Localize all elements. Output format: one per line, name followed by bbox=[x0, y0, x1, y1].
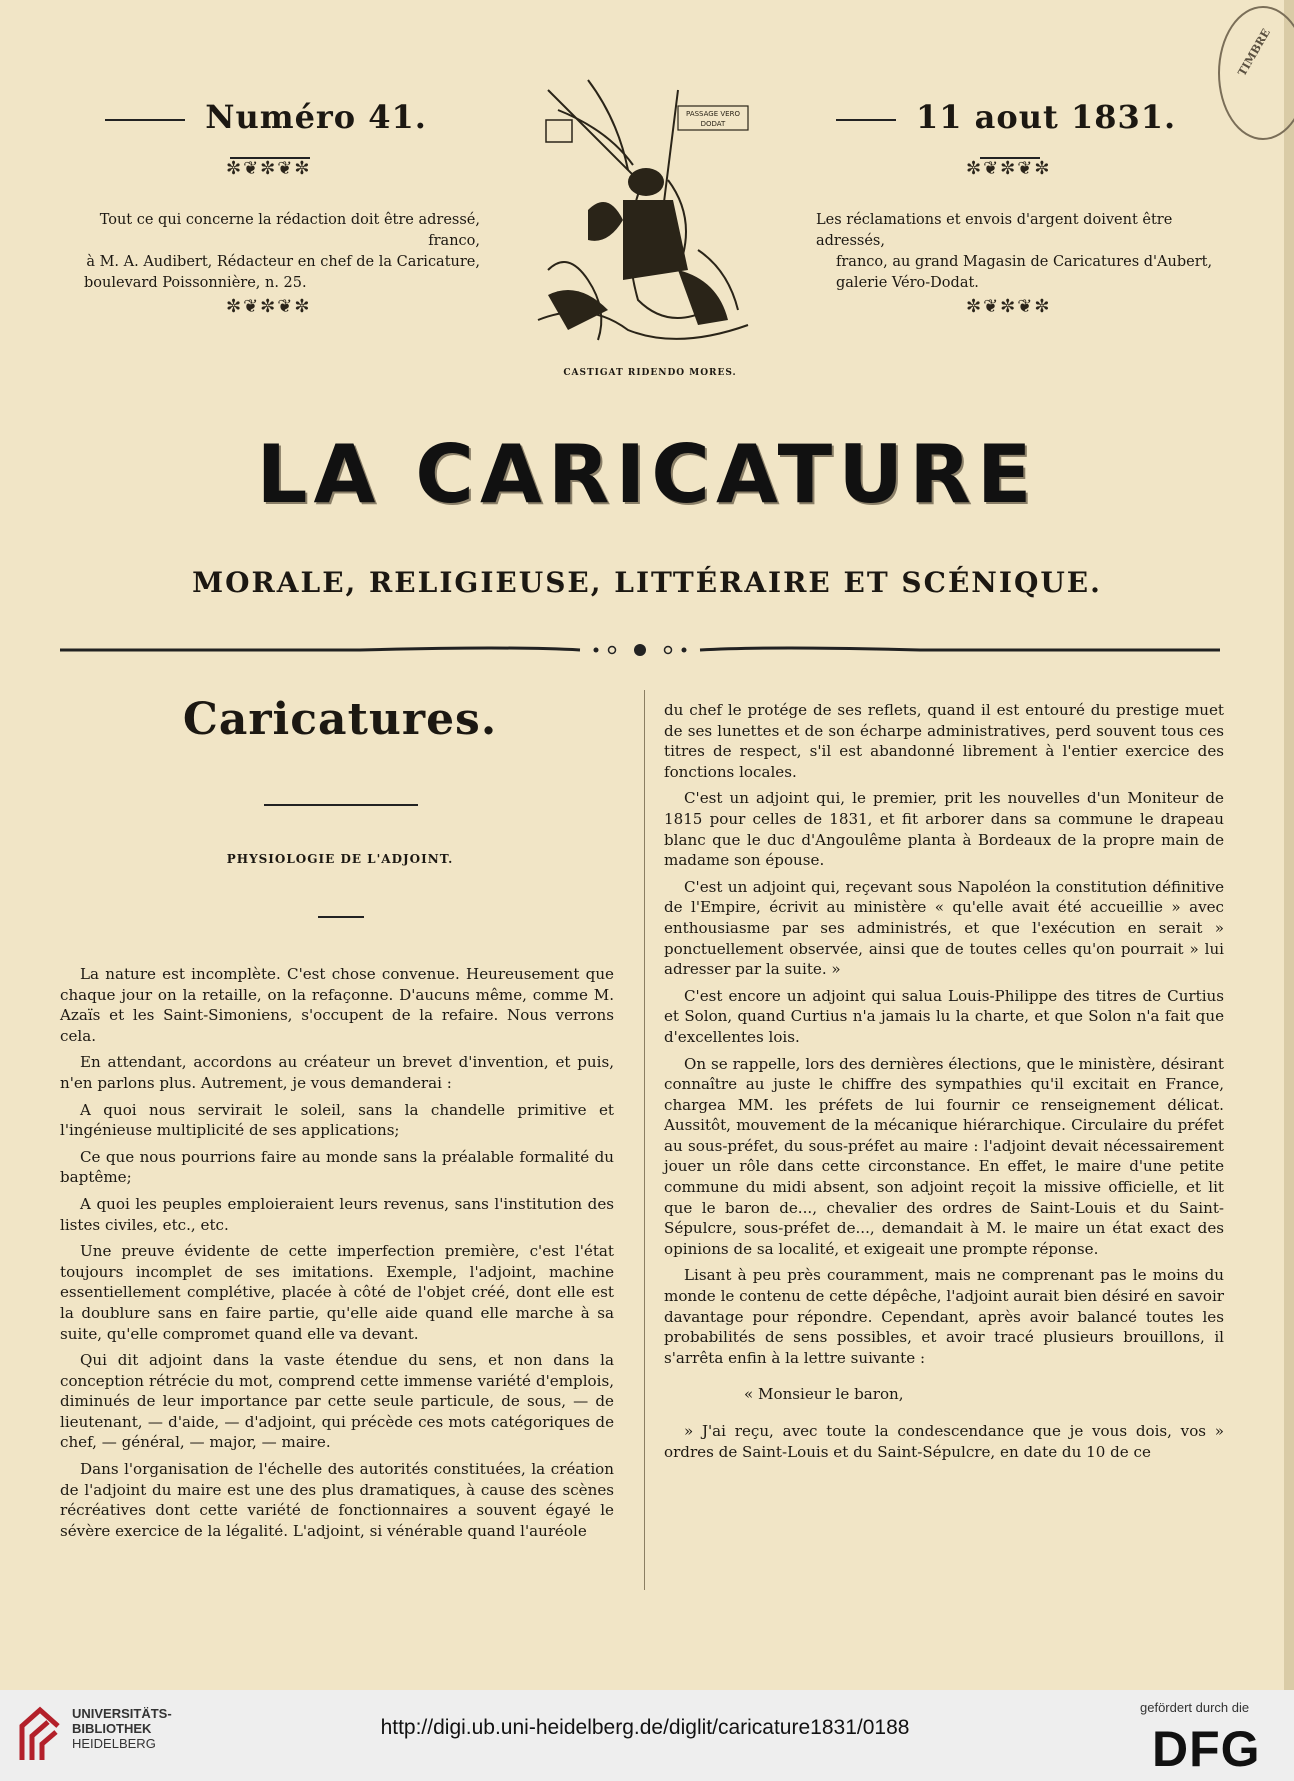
vignette-stroke bbox=[548, 90, 638, 180]
sign-line-2: DODAT bbox=[700, 120, 726, 128]
vignette-shadow bbox=[548, 290, 608, 330]
heading-rule bbox=[264, 804, 418, 806]
masthead-subtitle: MORALE, RELIGIEUSE, LITTÉRAIRE ET SCÉNIQUE. bbox=[192, 566, 1102, 599]
notice-line: galerie Véro-Dodat. bbox=[836, 275, 979, 291]
rule-left bbox=[836, 119, 896, 121]
separator-left bbox=[60, 648, 580, 650]
notice-line: Tout ce qui concerne la rédaction doit être adressé, franco, bbox=[99, 212, 480, 249]
vignette-stroke bbox=[588, 80, 628, 170]
paragraph: C'est un adjoint qui, reçevant sous Napoléon la constitution définitive de l'Empire, écrivit au ministère « qu'elle avait été accueillie » avec enthousiasme par ses administrés, et que l'exécution en serait » ponctuellement observée, ainsi que de toutes celles qu'on pourrait » lui adresser par la suite. » bbox=[664, 877, 1224, 979]
vignette-shadow bbox=[588, 202, 623, 241]
masthead-title: LA CARICATURE bbox=[256, 428, 1038, 521]
paragraph: On se rappelle, lors des dernières élections, que le ministère, désirant connaître au juste le chiffre des sympathies qu'il excitait en France, chargea MM. les préfets de lui fournir ce renseignement délicat. Aussitôt, mouvement de la mécanique hiérarchique. Circulaire du préfet au sous-préfet, du sous-préfet au maire : l'adjoint devait nécessairement jouer un rôle dans cette circonstance. En effet, le maire d'une petite commune du midi absent, son adjoint reçoit la missive officielle, et lit que le baron de..., chevalier des ordres de Saint-Louis et du Saint-Sépulcre, sous-préfet de..., demandait à M. le maire un état exact des opinions de sa localité, et exigeait une prompte réponse. bbox=[664, 1054, 1224, 1258]
section-title: PHYSIOLOGIE DE L'ADJOINT. bbox=[226, 852, 454, 866]
separator-center bbox=[634, 644, 646, 656]
vignette-frame bbox=[546, 120, 572, 142]
notice-right bbox=[816, 210, 1216, 294]
vignette-body bbox=[623, 200, 688, 280]
separator-dot bbox=[682, 648, 687, 653]
paragraph: C'est un adjoint qui, le premier, prit les nouvelles d'un Moniteur de 1815 pour celles de 1831, et fit arborer dans sa commune le drapeau blanc que le duc d'Angoulême planta à Bordeaux de la propre main de madame son épouse. bbox=[664, 789, 1224, 870]
paragraph: Lisant à peu près couramment, mais ne comprenant pas le moins du monde le contenu de cette dépêche, l'adjoint aurait bien désiré en savoir davantage pour répondre. Cependant, après avoir balancé toutes les probabilités de sens possibles, et avoir tracé plusieurs brouillons, il s'arrêta enfin à la lettre suivante : bbox=[664, 1266, 1224, 1367]
issue-number-text: Numéro 41. bbox=[205, 98, 427, 136]
dfg-logo[interactable]: DFG bbox=[1152, 1721, 1261, 1777]
library-name[interactable] bbox=[72, 1706, 172, 1751]
paragraph: A quoi les peuples emploieraient leurs revenus, sans l'institution des listes civiles, etc., etc. bbox=[60, 1194, 614, 1234]
letter-text: » J'ai reçu, avec toute la condescendance que je vous dois, vos » ordres de Saint-Louis et du Saint-Sépulcre, en date du 10 de ce bbox=[664, 1422, 1224, 1461]
paragraph: A quoi nous servirait le soleil, sans la chandelle primitive et l'ingénieuse multiplicité de ses applications; bbox=[60, 1100, 614, 1140]
motto: CASTIGAT RIDENDO MORES. bbox=[563, 368, 737, 378]
sign-line-1: PASSAGE VERO bbox=[686, 110, 740, 118]
paragraph: Ce que nous pourrions faire au monde sans la préalable formalité du baptême; bbox=[60, 1147, 614, 1187]
funding-caption: gefördert durch die bbox=[1140, 1700, 1250, 1715]
paragraph: du chef le protége de ses reflets, quand il est entouré du prestige muet de ses lunettes et de son écharpe administratives, perd souvent tous ces titres de respect, s'il est abandonné librement à l'entier exercice des fonctions locales. bbox=[664, 701, 1224, 781]
vignette-head bbox=[628, 168, 664, 196]
page-edge bbox=[1284, 0, 1294, 1690]
notice-line: Les réclamations et envois d'argent doivent être adressés, bbox=[816, 212, 1173, 249]
issue-date-text: 11 aout 1831. bbox=[916, 98, 1177, 136]
paragraph: La nature est incomplète. C'est chose convenue. Heureusement que chaque jour on la retaille, on la refaçonne. D'aucuns même, comme M. Azaïs et les Saint-Simoniens, s'occupent de la refaire. Nous verrons cela. bbox=[60, 965, 614, 1045]
ornament: ✼❦✼❦✼ bbox=[226, 296, 312, 317]
library-name-line: HEIDELBERG bbox=[72, 1736, 156, 1751]
separator-dot bbox=[609, 647, 616, 654]
column-right bbox=[664, 700, 1224, 1468]
column-left bbox=[60, 964, 614, 1547]
paragraph: C'est encore un adjoint qui salua Louis-Philippe des titres de Curtius et Solon, quand Curtius n'a jamais lu la charte, et que Solon n'a fait que d'excellentes lois. bbox=[664, 986, 1224, 1046]
notice-line: franco, au grand Magasin de Caricatures d'Aubert, bbox=[836, 254, 1213, 270]
rule-left bbox=[105, 119, 185, 121]
paragraph: Qui dit adjoint dans la vaste étendue du sens, et non dans la conception rétrécie du mot, comprend cette immense variété d'emplois, diminués de leur importance par cette seule particule, de sous, — de lieutenant, — d'aide, — d'adjoint, qui précède ces mots catégoriques de chef, — général, — major, — maire. bbox=[60, 1351, 614, 1452]
notice-line: à M. A. Audibert, Rédacteur en chef de la Caricature, bbox=[86, 254, 480, 270]
ornamental-separator bbox=[60, 643, 1220, 657]
library-name-line: UNIVERSITÄTS- bbox=[72, 1706, 172, 1721]
paragraph: Dans l'organisation de l'échelle des autorités constituées, la création de l'adjoint du maire est une des plus dramatiques, à cause des scènes récréatives dont cette variété de fonctionnaires a souvent égayé le sévère exercice de la légalité. L'adjoint, si vénérable quand l'auréole bbox=[60, 1460, 614, 1540]
separator-dot bbox=[665, 647, 672, 654]
permalink-url[interactable]: http://digi.ub.uni-heidelberg.de/diglit/caricature1831/0188 bbox=[380, 1716, 910, 1739]
ornament: ✼❦✼❦✼ bbox=[226, 158, 312, 179]
paragraph: Une preuve évidente de cette imperfection première, c'est l'état toujours incomplet de ses imitations. Exemple, l'adjoint, machine essentiellement complétive, placée à côté de l'objet créé, dont elle est la doublure sans en faire partie, qu'elle aide quand elle marche à sa suite, qu'elle compromet quand elle va devant. bbox=[60, 1242, 614, 1343]
university-library-logo[interactable] bbox=[18, 1706, 62, 1764]
paragraph: En attendant, accordons au créateur un brevet d'invention, et puis, n'en parlons plus. Autrement, je vous demanderai : bbox=[60, 1053, 614, 1092]
separator-dot bbox=[594, 648, 599, 653]
library-name-line: BIBLIOTHEK bbox=[72, 1721, 152, 1736]
ornament: ✼❦✼❦✼ bbox=[966, 158, 1052, 179]
article-heading: Caricatures. bbox=[182, 694, 498, 745]
column-divider bbox=[644, 690, 645, 1590]
notice-line: boulevard Poissonnière, n. 25. bbox=[84, 275, 307, 291]
jester-vignette bbox=[528, 70, 760, 350]
logo-stroke bbox=[42, 1732, 56, 1760]
section-rule bbox=[318, 916, 364, 918]
letter-salutation: « Monsieur le baron, bbox=[744, 1385, 904, 1404]
notice-left bbox=[70, 210, 480, 294]
separator-right bbox=[700, 648, 1220, 650]
ornament: ✼❦✼❦✼ bbox=[966, 296, 1052, 317]
stamp-text: TIMBRE bbox=[1235, 26, 1273, 79]
